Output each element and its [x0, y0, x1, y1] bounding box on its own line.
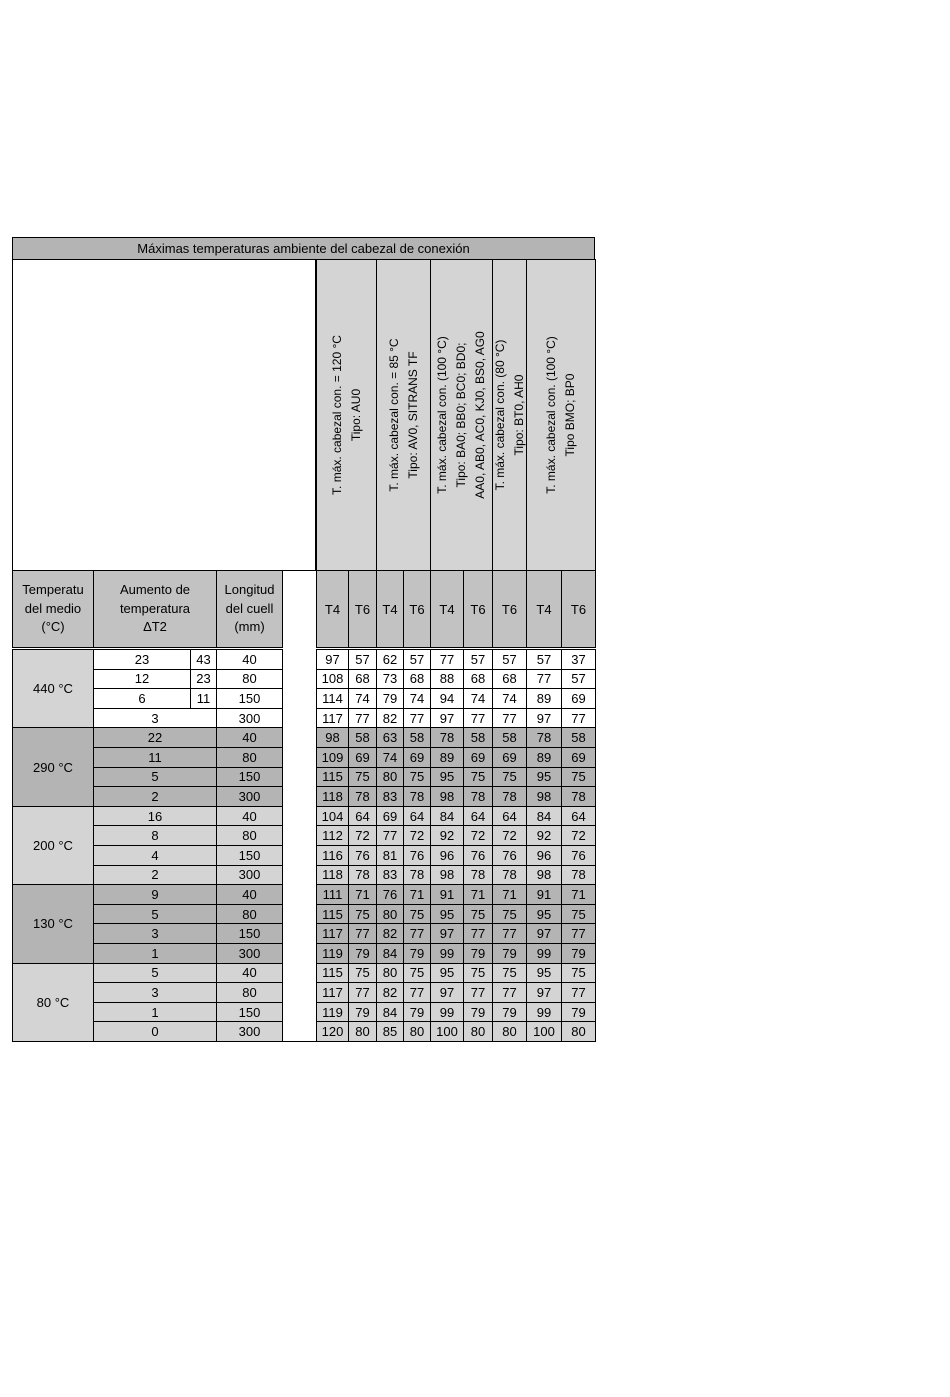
column-group-header-3 [430, 259, 493, 571]
rise-cell: 12 [93, 669, 191, 690]
max-temp-cell: 64 [463, 806, 493, 827]
max-temp-cell: 58 [463, 727, 493, 748]
t-label: T4 [430, 570, 464, 648]
max-temp-cell: 111 [316, 884, 349, 905]
max-temp-cell: 81 [376, 845, 404, 866]
max-temp-cell: 71 [492, 884, 527, 905]
max-temp-cell: 79 [463, 1002, 493, 1023]
max-temp-cell: 69 [348, 747, 377, 768]
t-label: T4 [316, 570, 349, 648]
rise-cell: 5 [93, 963, 217, 984]
max-temp-cell: 84 [430, 806, 464, 827]
max-temp-cell: 78 [348, 786, 377, 807]
max-temp-cell: 57 [492, 649, 527, 670]
max-temp-cell: 75 [463, 904, 493, 925]
max-temp-cell: 80 [463, 1021, 493, 1042]
max-temp-cell: 77 [348, 923, 377, 944]
rise-cell: 5 [93, 904, 217, 925]
max-temp-cell: 72 [403, 825, 431, 846]
max-temp-cell: 75 [463, 963, 493, 984]
column-group-line-1: T. máx. cabezal con. (100 °C) [434, 336, 449, 494]
max-temp-cell: 77 [348, 708, 377, 729]
neck-length-cell: 80 [216, 904, 283, 925]
max-temp-cell: 80 [492, 1021, 527, 1042]
max-temp-cell: 57 [403, 649, 431, 670]
max-temp-cell: 58 [492, 727, 527, 748]
max-temp-cell: 76 [561, 845, 596, 866]
max-temp-cell: 88 [430, 669, 464, 690]
max-temp-cell: 77 [492, 708, 527, 729]
max-temp-cell: 72 [561, 825, 596, 846]
neck-length-cell: 150 [216, 767, 283, 788]
medium-temp-header [12, 570, 94, 648]
max-temp-cell: 71 [348, 884, 377, 905]
max-temp-cell: 109 [316, 747, 349, 768]
max-temp-cell: 91 [526, 884, 562, 905]
max-temp-cell: 77 [463, 982, 493, 1003]
rise-cell: 3 [93, 982, 217, 1003]
max-temp-cell: 118 [316, 865, 349, 886]
max-temp-cell: 98 [430, 865, 464, 886]
max-temp-cell: 64 [561, 806, 596, 827]
max-temp-cell: 77 [348, 982, 377, 1003]
max-temp-cell: 98 [526, 786, 562, 807]
max-temp-cell: 83 [376, 865, 404, 886]
max-temp-cell: 78 [492, 786, 527, 807]
max-temp-cell: 84 [526, 806, 562, 827]
max-temp-cell: 77 [526, 669, 562, 690]
column-group-header-text [327, 335, 365, 495]
max-temp-cell: 75 [348, 904, 377, 925]
max-temp-cell: 80 [348, 1021, 377, 1042]
column-group-header-2 [376, 259, 431, 571]
column-group-line-2: Tipo BMO; BP0 [563, 373, 577, 457]
max-temp-cell: 82 [376, 923, 404, 944]
max-temp-cell: 75 [492, 767, 527, 788]
max-temp-cell: 78 [430, 727, 464, 748]
max-temp-cell: 77 [376, 825, 404, 846]
max-temp-cell: 68 [492, 669, 527, 690]
max-temp-cell: 95 [526, 767, 562, 788]
max-temp-cell: 77 [561, 923, 596, 944]
max-temp-cell: 119 [316, 943, 349, 964]
medium-temp-cell: 130 °C [12, 884, 94, 963]
max-temp-cell: 72 [463, 825, 493, 846]
neck-length-cell: 80 [216, 825, 283, 846]
neck-header [216, 570, 283, 648]
neck-length-cell: 150 [216, 1002, 283, 1023]
max-temp-cell: 104 [316, 806, 349, 827]
neck-header-l3: (mm) [234, 619, 265, 635]
neck-length-cell: 40 [216, 806, 283, 827]
max-temp-cell: 98 [430, 786, 464, 807]
max-temp-cell: 97 [430, 923, 464, 944]
neck-length-cell: 150 [216, 923, 283, 944]
max-temp-cell: 95 [430, 904, 464, 925]
neck-length-cell: 300 [216, 1021, 283, 1042]
max-temp-cell: 115 [316, 767, 349, 788]
max-temp-cell: 76 [376, 884, 404, 905]
column-group-line-1: T. máx. cabezal con. (80 °C) [492, 339, 507, 491]
column-group-header-1 [316, 259, 377, 571]
max-temp-cell: 72 [492, 825, 527, 846]
max-temp-cell: 74 [403, 688, 431, 709]
column-group-line-3: AA0, AB0, AC0, KJ0, BS0, AG0 [473, 331, 488, 499]
max-temp-cell: 75 [492, 904, 527, 925]
neck-length-cell: 80 [216, 982, 283, 1003]
max-temp-cell: 75 [463, 767, 493, 788]
t-label: T6 [403, 570, 431, 648]
neck-length-cell: 150 [216, 845, 283, 866]
t-label: T4 [526, 570, 562, 648]
max-temp-cell: 95 [430, 767, 464, 788]
column-group-header-text [433, 331, 491, 498]
rise-cell: 1 [93, 943, 217, 964]
max-temp-cell: 77 [561, 982, 596, 1003]
rise-cell-alt: 11 [190, 688, 217, 709]
neck-header-l2: del cuell [225, 600, 274, 616]
max-temp-cell: 71 [463, 884, 493, 905]
max-temp-cell: 74 [376, 747, 404, 768]
max-temp-cell: 69 [403, 747, 431, 768]
column-group-header-5 [526, 259, 596, 571]
max-temp-cell: 77 [463, 923, 493, 944]
t-label: T6 [463, 570, 493, 648]
max-temp-cell: 72 [348, 825, 377, 846]
max-temp-cell: 80 [376, 767, 404, 788]
max-temp-cell: 116 [316, 845, 349, 866]
max-temp-cell: 85 [376, 1021, 404, 1042]
rise-cell: 3 [93, 923, 217, 944]
max-temp-cell: 84 [376, 1002, 404, 1023]
t-label: T6 [348, 570, 377, 648]
max-temp-cell: 68 [348, 669, 377, 690]
max-temp-cell: 69 [561, 747, 596, 768]
max-temp-cell: 77 [463, 708, 493, 729]
max-temp-cell: 95 [526, 963, 562, 984]
max-temp-cell: 57 [561, 669, 596, 690]
max-temp-cell: 69 [463, 747, 493, 768]
max-temp-cell: 97 [526, 708, 562, 729]
max-temp-cell: 69 [492, 747, 527, 768]
rise-header-l1: Aumento de [119, 581, 191, 597]
max-temp-cell: 114 [316, 688, 349, 709]
max-temp-cell: 57 [526, 649, 562, 670]
max-temp-cell: 100 [526, 1021, 562, 1042]
t-label: T6 [561, 570, 596, 648]
neck-length-cell: 40 [216, 884, 283, 905]
table-title: Máximas temperaturas ambiente del cabezal de conexión [12, 237, 595, 260]
max-temp-cell: 64 [403, 806, 431, 827]
medium-temp-cell: 290 °C [12, 727, 94, 806]
max-temp-cell: 68 [463, 669, 493, 690]
max-temp-cell: 71 [403, 884, 431, 905]
column-group-line-2: Tipo: BA0; BB0; BC0; BD0; [453, 342, 468, 488]
rise-cell: 1 [93, 1002, 217, 1023]
max-temp-cell: 94 [430, 688, 464, 709]
column-group-line-1: T. máx. cabezal con. = 120 °C [329, 335, 344, 495]
max-temp-cell: 117 [316, 708, 349, 729]
max-temp-cell: 77 [403, 708, 431, 729]
max-temp-cell: 64 [348, 806, 377, 827]
max-temp-cell: 89 [526, 688, 562, 709]
rise-cell: 16 [93, 806, 217, 827]
max-temp-cell: 58 [348, 727, 377, 748]
max-temp-cell: 97 [526, 923, 562, 944]
max-temp-cell: 62 [376, 649, 404, 670]
rise-cell: 6 [93, 688, 191, 709]
column-group-line-2: Tipo: BT0, AH0 [511, 374, 526, 456]
max-temp-cell: 84 [376, 943, 404, 964]
max-temp-cell: 118 [316, 786, 349, 807]
max-temp-cell: 77 [403, 923, 431, 944]
column-group-header-text [490, 340, 528, 491]
column-group-header-text [384, 338, 422, 491]
rise-cell-alt: 43 [190, 649, 217, 670]
max-temp-cell: 64 [492, 806, 527, 827]
max-temp-cell: 89 [526, 747, 562, 768]
max-temp-cell: 78 [561, 865, 596, 886]
medium-temp-header-l2: del medio [24, 600, 82, 616]
max-temp-cell: 98 [316, 727, 349, 748]
neck-header-l1: Longitud [224, 581, 275, 597]
neck-length-cell: 40 [216, 727, 283, 748]
rise-cell: 11 [93, 747, 217, 768]
max-temp-cell: 79 [561, 1002, 596, 1023]
column-group-line-1: T. máx. cabezal con. = 85 °C [386, 338, 401, 492]
max-temp-cell: 115 [316, 963, 349, 984]
max-temp-cell: 92 [430, 825, 464, 846]
max-temp-cell: 75 [561, 963, 596, 984]
max-temp-cell: 76 [348, 845, 377, 866]
max-temp-cell: 117 [316, 982, 349, 1003]
rise-cell: 8 [93, 825, 217, 846]
max-temp-cell: 75 [403, 767, 431, 788]
column-group-line-2: Tipo: AU0 [348, 388, 363, 442]
rise-header-l2: temperatura [119, 600, 191, 616]
max-temp-cell: 112 [316, 825, 349, 846]
t-label: T4 [376, 570, 404, 648]
column-group-header-4 [492, 259, 527, 571]
rise-header-l3: ΔT2 [143, 619, 167, 635]
max-temp-cell: 95 [430, 963, 464, 984]
max-temp-cell: 80 [376, 904, 404, 925]
max-temp-cell: 79 [348, 1002, 377, 1023]
max-temp-cell: 82 [376, 982, 404, 1003]
max-temp-cell: 78 [403, 865, 431, 886]
neck-length-cell: 300 [216, 943, 283, 964]
max-temp-cell: 78 [526, 727, 562, 748]
max-temp-cell: 96 [430, 845, 464, 866]
max-temp-cell: 83 [376, 786, 404, 807]
max-temp-cell: 115 [316, 904, 349, 925]
neck-length-cell: 40 [216, 649, 283, 670]
max-temp-cell: 78 [492, 865, 527, 886]
neck-length-cell: 300 [216, 786, 283, 807]
rise-cell: 5 [93, 767, 217, 788]
neck-length-cell: 80 [216, 747, 283, 768]
max-temp-cell: 79 [492, 943, 527, 964]
max-temp-cell: 75 [561, 767, 596, 788]
max-temp-cell: 96 [526, 845, 562, 866]
max-temp-cell: 97 [316, 649, 349, 670]
max-temp-cell: 99 [430, 1002, 464, 1023]
header-blank-area [12, 259, 316, 571]
max-temp-cell: 57 [463, 649, 493, 670]
max-temp-cell: 74 [348, 688, 377, 709]
max-temp-cell: 58 [561, 727, 596, 748]
max-temp-cell: 58 [403, 727, 431, 748]
max-temp-cell: 97 [430, 982, 464, 1003]
max-temp-cell: 69 [561, 688, 596, 709]
max-temp-cell: 57 [348, 649, 377, 670]
max-temp-cell: 77 [403, 982, 431, 1003]
max-temp-cell: 79 [561, 943, 596, 964]
max-temp-cell: 97 [430, 708, 464, 729]
max-temp-cell: 75 [348, 963, 377, 984]
max-temp-cell: 78 [561, 786, 596, 807]
max-temp-cell: 119 [316, 1002, 349, 1023]
max-temp-cell: 79 [492, 1002, 527, 1023]
rise-cell-alt: 23 [190, 669, 217, 690]
max-temp-cell: 75 [348, 767, 377, 788]
max-temp-cell: 95 [526, 904, 562, 925]
neck-length-cell: 300 [216, 865, 283, 886]
medium-temp-header-l1: Temperatu [22, 581, 84, 597]
max-temp-cell: 82 [376, 708, 404, 729]
max-temp-cell: 79 [376, 688, 404, 709]
t-label: T6 [492, 570, 527, 648]
medium-temp-cell: 440 °C [12, 649, 94, 728]
max-temp-cell: 99 [430, 943, 464, 964]
rise-cell: 22 [93, 727, 217, 748]
max-temp-cell: 91 [430, 884, 464, 905]
max-temp-cell: 76 [403, 845, 431, 866]
max-temp-cell: 73 [376, 669, 404, 690]
max-temp-cell: 78 [348, 865, 377, 886]
max-temp-cell: 100 [430, 1021, 464, 1042]
max-temp-cell: 76 [492, 845, 527, 866]
neck-length-cell: 40 [216, 963, 283, 984]
column-gap [283, 570, 316, 1042]
medium-temp-header-l3: (°C) [41, 619, 65, 635]
max-temp-cell: 120 [316, 1021, 349, 1042]
rise-cell: 2 [93, 865, 217, 886]
max-temp-cell: 75 [403, 963, 431, 984]
max-temp-cell: 77 [492, 923, 527, 944]
max-temp-cell: 77 [430, 649, 464, 670]
neck-length-cell: 150 [216, 688, 283, 709]
neck-length-cell: 300 [216, 708, 283, 729]
rise-header [93, 570, 217, 648]
max-temp-cell: 78 [463, 786, 493, 807]
max-temp-cell: 63 [376, 727, 404, 748]
medium-temp-cell: 80 °C [12, 963, 94, 1042]
rise-cell: 23 [93, 649, 191, 670]
max-temp-cell: 92 [526, 825, 562, 846]
column-group-line-1: T. máx. cabezal con. (100 °C) [543, 336, 558, 494]
max-temp-cell: 75 [492, 963, 527, 984]
max-temp-cell: 74 [463, 688, 493, 709]
max-temp-cell: 75 [403, 904, 431, 925]
max-temp-cell: 79 [348, 943, 377, 964]
column-group-line-2: Tipo: AV0, SITRANS TF [405, 351, 420, 479]
column-group-header-text [542, 336, 580, 494]
max-temp-cell: 79 [403, 943, 431, 964]
rise-cell: 3 [93, 708, 217, 729]
max-temp-cell: 79 [403, 1002, 431, 1023]
max-temp-cell: 117 [316, 923, 349, 944]
max-temp-cell: 37 [561, 649, 596, 670]
max-temp-cell: 71 [561, 884, 596, 905]
max-temp-cell: 89 [430, 747, 464, 768]
max-temp-cell: 78 [463, 865, 493, 886]
max-temp-cell: 79 [463, 943, 493, 964]
max-temp-cell: 99 [526, 1002, 562, 1023]
max-temp-cell: 74 [492, 688, 527, 709]
max-temp-cell: 68 [403, 669, 431, 690]
max-temp-cell: 78 [403, 786, 431, 807]
max-temp-cell: 99 [526, 943, 562, 964]
neck-length-cell: 80 [216, 669, 283, 690]
max-temp-cell: 80 [403, 1021, 431, 1042]
max-temp-cell: 80 [376, 963, 404, 984]
max-temp-cell: 108 [316, 669, 349, 690]
max-temp-cell: 76 [463, 845, 493, 866]
rise-cell: 4 [93, 845, 217, 866]
max-temp-cell: 98 [526, 865, 562, 886]
rise-cell: 2 [93, 786, 217, 807]
max-temp-cell: 77 [492, 982, 527, 1003]
rise-cell: 0 [93, 1021, 217, 1042]
max-temp-cell: 69 [376, 806, 404, 827]
medium-temp-cell: 200 °C [12, 806, 94, 885]
max-temp-cell: 75 [561, 904, 596, 925]
max-temp-cell: 77 [561, 708, 596, 729]
rise-cell: 9 [93, 884, 217, 905]
max-temp-cell: 97 [526, 982, 562, 1003]
max-temp-cell: 80 [561, 1021, 596, 1042]
